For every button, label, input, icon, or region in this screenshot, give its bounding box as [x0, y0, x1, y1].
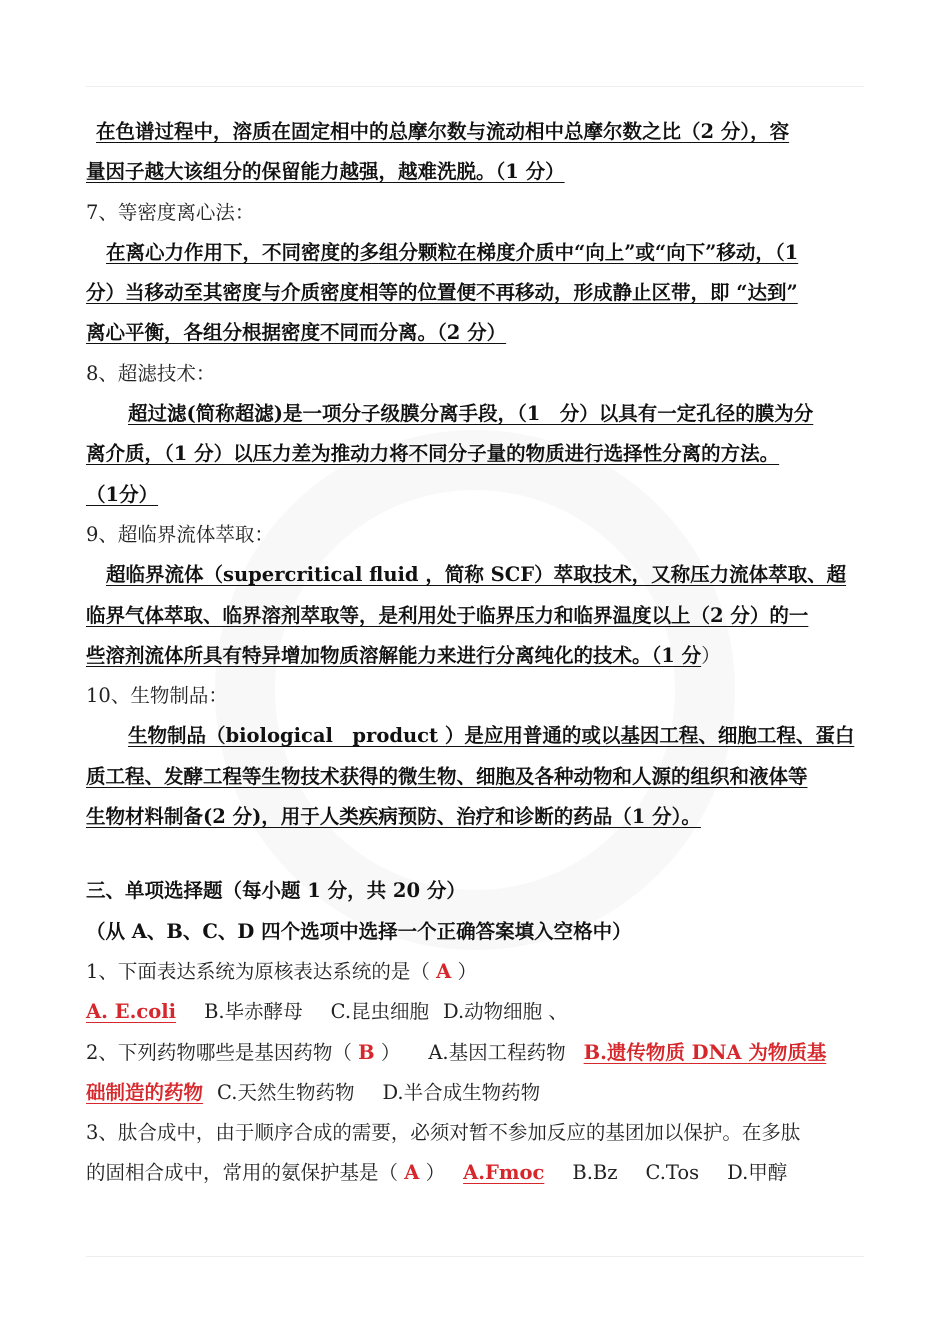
sec10-title: 10、生物制品：: [86, 684, 228, 708]
q2-option-b: B.遗传物质 DNA 为物质基: [583, 1040, 827, 1064]
sec6-line2: 量因子越大该组分的保留能力越强，越难洗脱。（1 分）: [86, 160, 565, 184]
q2-option-d: D.半合成生物药物: [382, 1080, 541, 1104]
q1-option-d: D.动物细胞 、: [443, 1000, 568, 1024]
sec7-title: 7、等密度离心法：: [86, 200, 255, 224]
q3-option-a: A.Fmoc: [463, 1161, 545, 1185]
part3-subtitle: （从 A、B、C、D 四个选项中选择一个正确答案填入空格中）: [86, 919, 632, 943]
q3-option-b: B.Bz: [572, 1161, 618, 1185]
sec9-line2: 临界气体萃取、临界溶剂萃取等，是利用处于临界压力和临界温度以上（2 分）的一: [86, 603, 809, 627]
sec9-line1: 超临界流体（supercritical fluid ，简称 SCF）萃取技术，又称压力流体萃取、超: [106, 563, 847, 587]
q2-option-a: A.基因工程药物: [428, 1040, 566, 1064]
sec10-line1: 生物制品（biological product ）是应用普通的或以基因工程、细胞工程、蛋白: [128, 724, 855, 748]
sec8-line3: （1分）: [86, 482, 159, 506]
q2-option-c: C.天然生物药物: [217, 1080, 355, 1104]
document-page: [86, 112, 864, 1194]
q3-option-c: C.Tos: [645, 1161, 700, 1185]
q3-stem-line2: 的固相合成中，常用的氨保护基是（ A ） A.Fmoc B.Bz C.Tos D.甲醇: [86, 1161, 788, 1185]
sec7-line2: 分）当移动至其密度与介质密度相等的位置便不再移动，形成静止区带，即 “达到”: [86, 281, 798, 305]
q1-options: [86, 992, 864, 1032]
sec8-title: 8、超滤技术：: [86, 361, 216, 385]
q3-stem-line1: 3、肽合成中，由于顺序合成的需要，必须对暂不参加反应的基团加以保护。在多肽: [86, 1121, 801, 1145]
bottom-rule: [86, 1256, 864, 1257]
q2-stem: 2、下列药物哪些是基因药物（ B ） A.基因工程药物 B.遗传物质 DNA 为物质基: [86, 1040, 827, 1064]
sec10-line2: 质工程、发酵工程等生物技术获得的微生物、细胞及各种动物和人源的组织和液体等: [86, 764, 808, 788]
sec8-line2: 离介质，（1 分）以压力差为推动力将不同分子量的物质进行选择性分离的方法。: [86, 442, 780, 466]
q2-options-cont: [86, 1073, 864, 1113]
q3-answer: A: [404, 1161, 420, 1185]
q1-option-a: A. E.coli: [86, 1000, 177, 1024]
section-gap: [86, 837, 864, 871]
q1-option-c: C.昆虫细胞: [330, 1000, 430, 1024]
q3-option-d: D.甲醇: [727, 1161, 788, 1185]
top-rule: [86, 86, 864, 87]
q1-option-b: B.毕赤酵母: [204, 1000, 303, 1024]
sec7-line3: 离心平衡，各组分根据密度不同而分离。（2 分）: [86, 321, 507, 345]
q2-option-b-cont: 础制造的药物: [86, 1080, 204, 1104]
q1-answer: A: [436, 959, 452, 983]
part3-title: 三、单项选择题（每小题 1 分，共 20 分）: [86, 879, 466, 903]
sec9-title: 9、超临界流体萃取：: [86, 522, 274, 546]
sec6-line1: 在色谱过程中，溶质在固定相中的总摩尔数与流动相中总摩尔数之比（2 分），容: [96, 120, 790, 143]
q2-answer: B: [358, 1040, 375, 1064]
sec8-line1: 超过滤(简称超滤)是一项分子级膜分离手段，（1 分）以具有一定孔径的膜为分: [128, 402, 814, 426]
q1-stem: 1、下面表达系统为原核表达系统的是（ A ）: [86, 959, 477, 983]
sec10-line3: 生物材料制备(2 分)，用于人类疾病预防、治疗和诊断的药品（1 分）。: [86, 805, 701, 829]
sec9-line3: 些溶剂流体所具有特异增加物质溶解能力来进行分离纯化的技术。（1 分）: [86, 643, 721, 667]
sec7-line1: 在离心力作用下，不同密度的多组分颗粒在梯度介质中“向上”或“向下”移动，（1: [106, 240, 799, 264]
